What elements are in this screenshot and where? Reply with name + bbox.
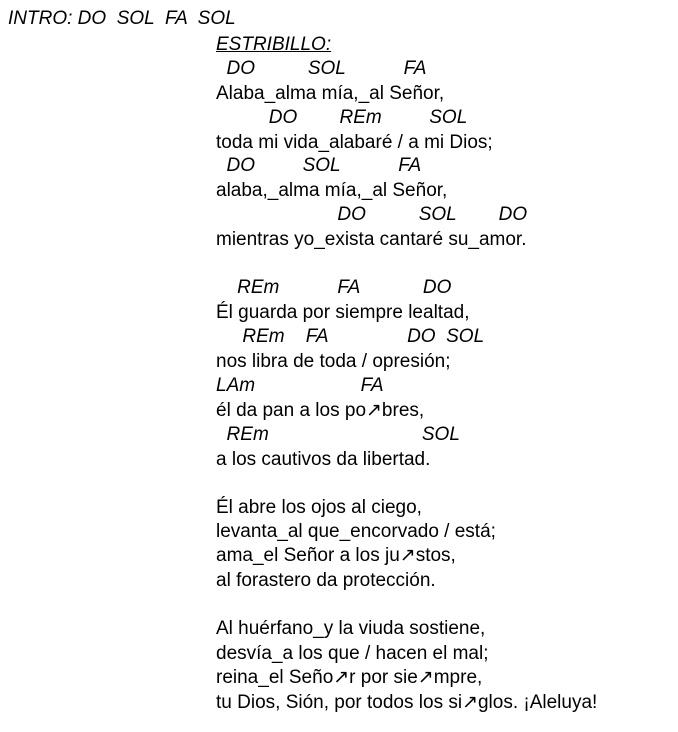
lyric-line: al forastero da protección. (216, 570, 436, 591)
chord-line: LAm FA (216, 375, 384, 396)
chord-line: REm SOL (216, 424, 460, 445)
lyric-line: ama_el Señor a los ju↗stos, (216, 545, 456, 566)
lyric-line: alaba,_alma mía,_al Señor, (216, 180, 448, 201)
lyric-line: mientras yo_exista cantaré su_amor. (216, 229, 527, 250)
chord-line: DO SOL FA (216, 155, 422, 176)
chord-line: DO REm SOL (216, 107, 468, 128)
lyric-line: Al huérfano_y la viuda sostiene, (216, 618, 486, 639)
lyric-line: tu Dios, Sión, por todos los si↗glos. ¡Aleluya! (216, 692, 598, 713)
lyric-line: a los cautivos da libertad. (216, 449, 431, 470)
lyric-line: nos libra de toda / opresión; (216, 351, 451, 372)
lyric-line: Él guarda por siempre lealtad, (216, 302, 470, 323)
lyric-line: Él abre los ojos al ciego, (216, 497, 422, 518)
refrain-heading: ESTRIBILLO: (216, 34, 332, 55)
lyric-line: Alaba_alma mía,_al Señor, (216, 83, 445, 104)
chord-line: REm FA DO SOL (216, 326, 485, 347)
lyric-line: toda mi vida_alabaré / a mi Dios; (216, 132, 493, 153)
lyric-line: desvía_a los que / hacen el mal; (216, 643, 489, 664)
lyric-line: reina_el Seño↗r por sie↗mpre, (216, 667, 483, 688)
lyric-line: levanta_al que_encorvado / está; (216, 521, 496, 542)
lyric-line: él da pan a los po↗bres, (216, 400, 425, 421)
chord-line: DO SOL FA (216, 58, 427, 79)
intro-line: INTRO: DO SOL FA SOL (8, 8, 236, 29)
chord-line: REm FA DO (216, 277, 452, 298)
chord-line: DO SOL DO (216, 204, 528, 225)
